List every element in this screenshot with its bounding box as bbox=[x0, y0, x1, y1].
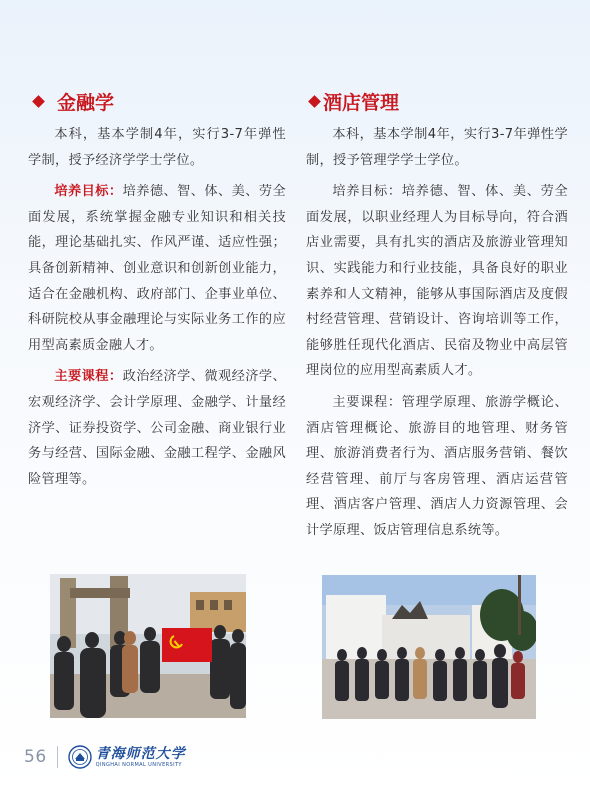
diamond-bullet-icon bbox=[32, 95, 45, 108]
diamond-bullet-icon bbox=[308, 95, 321, 108]
page-number: 56 bbox=[24, 747, 47, 767]
university-name-en: QINGHAI NORMAL UNIVERSITY bbox=[95, 761, 182, 768]
finance-course-label: 主要课程： bbox=[54, 369, 123, 385]
finance-goal-label: 培养目标： bbox=[54, 184, 123, 200]
hotel-title bbox=[306, 88, 568, 114]
university-seal-icon bbox=[68, 745, 92, 769]
hotel-section bbox=[306, 88, 568, 544]
footer-divider bbox=[57, 746, 58, 768]
university-name-cn: 青海师范大学 bbox=[95, 745, 186, 762]
finance-section bbox=[28, 88, 286, 492]
hotel-intro: 本科，基本学制4年，实行3-7年弹性学制，授予管理学学士学位。 bbox=[306, 127, 568, 168]
finance-title bbox=[28, 88, 286, 114]
hotel-courses: 主要课程：管理学原理、旅游学概论、酒店管理概论、旅游目的地管理、财务管理、旅游消费者行为、酒店服务营销、餐饮经营管理、前厅与客房管理、酒店运营管理、酒店客户管理、酒店人力资源管理、会计学原理、饭店管理信息系统等。 bbox=[306, 394, 568, 538]
finance-courses bbox=[28, 364, 286, 492]
finance-class-photo bbox=[50, 574, 246, 718]
finance-course-text: 政治经济学、微观经济学、宏观经济学、会计学原理、金融学、计量经济学、证券投资学、公司金融、商业银行业务与经营、国际金融、金融工程学、金融风险管理等。 bbox=[28, 369, 287, 487]
hotel-goal: 培养目标：培养德、智、体、美、劳全面发展，以职业经理人为目标导向，符合酒店业需要，具有扎实的酒店及旅游业管理知识、实践能力和行业技能，具备良好的职业素养和人文精神，能够从事国际酒店及度假村经营管理、营销设计、咨询培训等工作，能够胜任现代化酒店、民宿及物业中高层管理岗位的应用型高素质人才。 bbox=[306, 184, 568, 379]
finance-goal-text: 培养德、智、体、美、劳全面发展，系统掌握金融专业知识和相关技能，理论基础扎实、作风严谨、适应性强；具备创新精神、创业意识和创新创业能力，适合在金融机构、政府部门、企事业单位、科研院校从事金融理论与实际业务工作的应用型高素质金融人才。 bbox=[28, 184, 287, 353]
university-logo bbox=[68, 745, 186, 769]
page-footer bbox=[24, 742, 186, 772]
finance-intro: 本科，基本学制4年，实行3-7年弹性学制，授予经济学学士学位。 bbox=[28, 127, 286, 168]
hotel-class-photo bbox=[322, 575, 536, 719]
hotel-title-text: 酒店管理 bbox=[323, 91, 400, 114]
finance-title-text: 金融学 bbox=[57, 91, 115, 114]
finance-goal bbox=[28, 179, 286, 358]
